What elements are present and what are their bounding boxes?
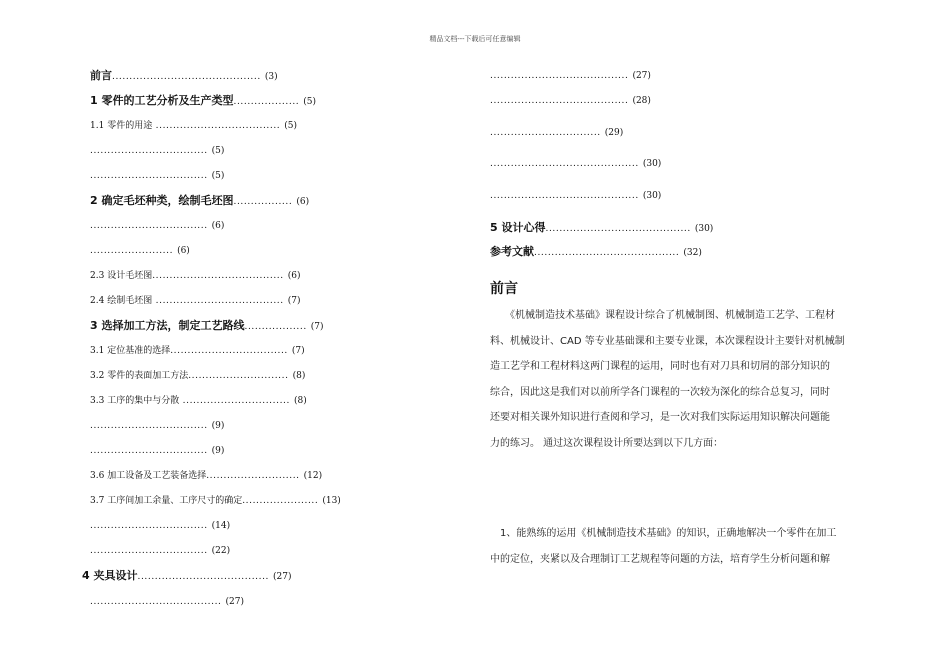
toc-leader-dots: ...........................	[206, 471, 300, 481]
toc-page-number: (6)	[296, 197, 310, 207]
paragraph-line: 力的练习。 通过这次课程设计所要达到以下几方面：	[490, 437, 724, 449]
toc-title: 零件的表面加工方法	[107, 371, 189, 381]
toc-title: 参考文献	[490, 245, 534, 258]
toc-page-number: (9)	[211, 446, 225, 456]
toc-page-number: (32)	[683, 248, 702, 258]
toc-leader-dots: .....................................	[152, 296, 284, 306]
toc-entry[interactable]	[490, 157, 661, 171]
toc-entry[interactable]	[90, 369, 305, 383]
toc-number: 3.3	[90, 396, 108, 406]
toc-leader-dots: ..................	[244, 322, 307, 332]
toc-entry[interactable]	[90, 444, 224, 458]
toc-title: 前言	[90, 69, 112, 82]
toc-entry[interactable]	[490, 94, 651, 108]
toc-entry[interactable]	[490, 245, 702, 260]
toc-page-number: (12)	[303, 471, 323, 481]
toc-title: 选择加工方法，制定工艺路线	[101, 319, 245, 332]
toc-number: 3.1	[90, 346, 108, 356]
toc-leader-dots: ..................................	[90, 546, 208, 556]
toc-title: 工序间加工余量、工序尺寸的确定	[107, 496, 243, 506]
toc-leader-dots: ......................................	[90, 597, 222, 607]
toc-page-number: (3)	[264, 72, 278, 82]
toc-entry[interactable]	[90, 319, 324, 334]
paragraph-line: 综合，因此这是我们对以前所学各门课程的一次较为深化的综合总复习，同时	[490, 386, 830, 398]
toc-leader-dots: ..................................	[90, 421, 208, 431]
toc-entry[interactable]	[90, 119, 297, 133]
toc-entry[interactable]	[90, 169, 224, 183]
toc-page-number: (28)	[632, 96, 651, 106]
preface-paragraph-1	[490, 303, 880, 457]
toc-number: 1	[90, 94, 102, 107]
toc-number: 2.4	[90, 296, 108, 306]
toc-leader-dots: ..........................................	[534, 248, 680, 258]
paragraph-line: 1、能熟练的运用《机械制造技术基础》的知识，正确地解决一个零件在加工	[490, 528, 837, 539]
toc-entry[interactable]	[90, 269, 300, 283]
toc-title: 加工设备及工艺装备选择	[107, 471, 207, 481]
toc-page-number: (30)	[642, 159, 662, 169]
toc-entry[interactable]	[90, 419, 224, 433]
toc-entry[interactable]	[490, 221, 713, 236]
toc-page-number: (14)	[211, 521, 231, 531]
toc-leader-dots: ......................................	[152, 271, 284, 281]
toc-leader-dots: ......................	[242, 496, 319, 506]
toc-page-number: (7)	[291, 346, 305, 356]
paragraph-line: 《机械制造技术基础》课程设计综合了机械制图、机械制造工艺学、工程材	[490, 310, 835, 321]
toc-page-number: (5)	[303, 97, 316, 107]
toc-page-number: (7)	[287, 296, 301, 306]
toc-title: 绘制毛坯图	[107, 296, 153, 306]
toc-entry[interactable]	[90, 94, 316, 109]
toc-leader-dots: ..........................................	[545, 224, 691, 234]
preface-paragraph-2	[490, 521, 880, 572]
toc-leader-dots: ..................................	[90, 521, 208, 531]
toc-leader-dots: ...........................................	[490, 191, 639, 201]
toc-page-number: (27)	[225, 597, 244, 607]
toc-entry[interactable]	[90, 294, 300, 308]
toc-entry[interactable]	[90, 219, 224, 233]
toc-entry[interactable]	[82, 569, 291, 584]
toc-entry[interactable]	[90, 244, 190, 258]
toc-page-number: (8)	[293, 396, 307, 406]
toc-number: 5	[490, 221, 502, 234]
toc-number: 3.7	[90, 496, 108, 506]
toc-title: 零件的用途	[107, 121, 153, 131]
toc-number: 2	[90, 194, 102, 207]
toc-title: 夹具设计	[93, 569, 138, 582]
toc-page-number: (22)	[211, 546, 231, 556]
toc-entry[interactable]	[90, 469, 322, 483]
toc-leader-dots: ..................................	[90, 446, 208, 456]
toc-number: 3.2	[90, 371, 108, 381]
toc-number: 3.6	[90, 471, 108, 481]
toc-number: 2.3	[90, 271, 108, 281]
toc-page-number: (30)	[642, 191, 662, 201]
toc-title: 工序的集中与分散	[107, 396, 180, 406]
toc-entry[interactable]	[90, 69, 278, 84]
toc-page-number: (5)	[211, 171, 225, 181]
paragraph-line: 料、机械设计、CAD 等专业基础课和主要专业课，本次课程设计主要针对机械制	[490, 335, 845, 347]
toc-entry[interactable]	[490, 69, 651, 83]
toc-page-number: (9)	[211, 421, 225, 431]
toc-page-number: (7)	[310, 322, 324, 332]
toc-page-number: (6)	[177, 246, 190, 256]
toc-leader-dots: ...............................	[179, 396, 290, 406]
toc-leader-dots: ........................	[90, 246, 174, 256]
toc-leader-dots: .............................	[188, 371, 289, 381]
page-header: 精品文档---下载后可任意编辑	[429, 35, 521, 43]
toc-page-number: (13)	[322, 496, 341, 506]
toc-page-number: (27)	[632, 71, 651, 81]
toc-title: 设计心得	[501, 221, 546, 234]
paragraph-line: 中的定位，夹紧以及合理制订工艺规程等问题的方法，培育学生分析问题和解	[490, 553, 830, 565]
toc-leader-dots: ....................................	[152, 121, 281, 131]
toc-page-number: (6)	[211, 221, 225, 231]
toc-leader-dots: ..................................	[90, 146, 208, 156]
toc-entry[interactable]	[90, 544, 230, 558]
toc-entry[interactable]	[490, 189, 661, 203]
toc-title: 确定毛坯种类，绘制毛坯图	[101, 194, 234, 207]
paragraph-line: 还要对相关课外知识进行查阅和学习，是一次对我们实际运用知识解决问题能	[490, 412, 830, 424]
toc-page-number: (27)	[273, 572, 292, 582]
toc-leader-dots: ...........................................	[112, 72, 261, 82]
preface-title: 前言	[490, 281, 518, 297]
toc-leader-dots: ..................................	[90, 171, 208, 181]
toc-entry[interactable]	[90, 519, 230, 533]
paragraph-line: 造工艺学和工程材料这两门课程的运用，同时也有对刀具和切屑的部分知识的	[490, 361, 830, 373]
toc-entry[interactable]	[90, 595, 244, 609]
toc-number: 3	[90, 319, 102, 332]
toc-page-number: (5)	[211, 146, 225, 156]
toc-entry[interactable]	[90, 494, 341, 508]
toc-entry[interactable]	[90, 394, 307, 408]
toc-entry[interactable]	[490, 126, 623, 140]
toc-leader-dots: .................	[233, 197, 293, 207]
toc-entry[interactable]	[90, 144, 224, 158]
toc-leader-dots: ..................................	[170, 346, 288, 356]
toc-page-number: (5)	[284, 121, 298, 131]
toc-leader-dots: ..................................	[90, 221, 208, 231]
toc-leader-dots: ...................	[233, 97, 300, 107]
toc-leader-dots: ...........................................	[490, 159, 639, 169]
toc-page-number: (30)	[694, 224, 714, 234]
toc-number: 1.1	[90, 121, 108, 131]
toc-entry[interactable]	[90, 194, 309, 209]
toc-number: 4	[82, 569, 94, 582]
toc-title: 零件的工艺分析及生产类型	[101, 94, 234, 107]
toc-leader-dots: ........................................	[490, 96, 629, 106]
toc-page-number: (8)	[292, 371, 306, 381]
toc-leader-dots: ................................	[490, 128, 601, 138]
toc-entry[interactable]	[90, 344, 305, 358]
toc-title: 定位基准的选择	[107, 346, 171, 356]
toc-leader-dots: ........................................	[490, 71, 629, 81]
toc-leader-dots: ......................................	[137, 572, 269, 582]
toc-page-number: (6)	[287, 271, 301, 281]
toc-title: 设计毛坯图	[107, 271, 153, 281]
toc-page-number: (29)	[604, 128, 624, 138]
